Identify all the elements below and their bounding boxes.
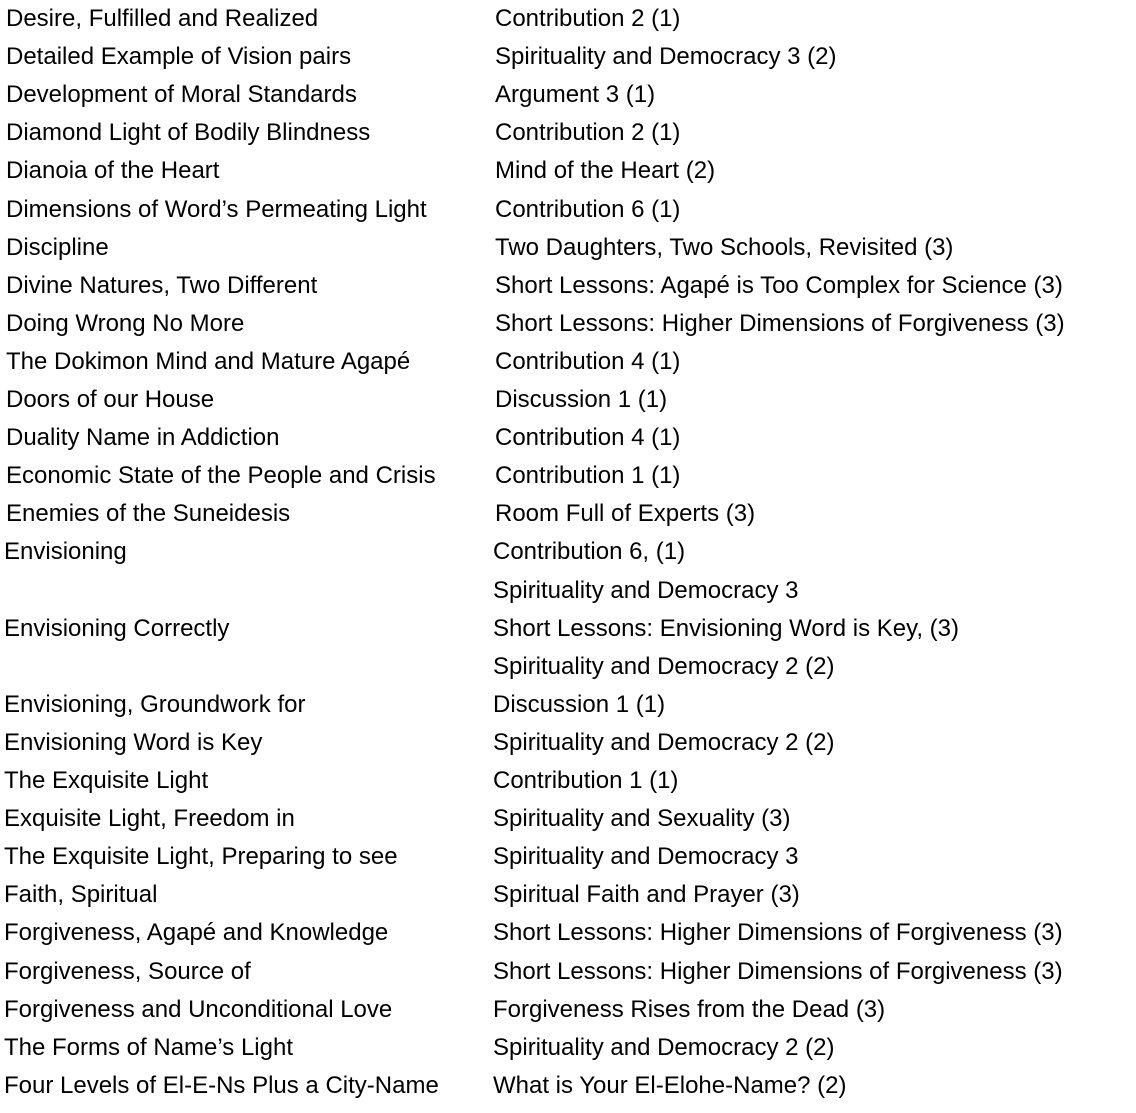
index-row — [0, 495, 1136, 533]
index-reference: Short Lessons: Higher Dimensions of Forgiveness (3) — [495, 309, 1065, 337]
index-topic: The Exquisite Light, Preparing to see — [4, 843, 398, 871]
index-reference: Contribution 2 (1) — [495, 5, 681, 32]
index-row — [0, 1029, 1136, 1067]
index-topic: Forgiveness, Source of — [4, 957, 251, 985]
index-row — [0, 38, 1136, 76]
index-topic: Doors of our House — [6, 386, 215, 413]
index-row — [0, 800, 1136, 838]
index-row — [0, 76, 1136, 114]
index-reference: Spiritual Faith and Prayer (3) — [493, 881, 800, 909]
index-reference: Contribution 4 (1) — [495, 347, 681, 375]
index-row — [0, 229, 1136, 267]
index-reference: Contribution 1 (1) — [495, 462, 681, 490]
index-row — [0, 572, 1136, 610]
index-row — [0, 724, 1136, 762]
index-topic: Development of Moral Standards — [6, 81, 357, 109]
index-row — [0, 1067, 1136, 1105]
index-reference: Contribution 2 (1) — [495, 119, 681, 147]
index-row — [0, 419, 1136, 457]
index-reference: Contribution 4 (1) — [495, 424, 681, 452]
index-topic: Discipline — [6, 233, 109, 261]
index-topic: Four Levels of El-E-Ns Plus a City-Name — [4, 1071, 439, 1099]
index-reference: Spirituality and Democracy 2 (2) — [493, 1033, 835, 1061]
index-reference: Contribution 6, (1) — [493, 538, 686, 566]
index-reference: Short Lessons: Higher Dimensions of Forgiveness (3) — [493, 919, 1063, 947]
index-reference: What is Your El-Elohe-Name? (2) — [493, 1071, 847, 1099]
index-topic: Dimensions of Word’s Permeating Light — [6, 195, 427, 223]
index-row — [0, 191, 1136, 229]
index-reference: Mind of the Heart (2) — [495, 157, 716, 185]
index-reference: Spirituality and Democracy 2 (2) — [493, 728, 835, 756]
index-row — [0, 914, 1136, 952]
index-reference: Room Full of Experts (3) — [495, 500, 756, 528]
index-reference: Spirituality and Democracy 2 (2) — [493, 652, 835, 680]
index-row — [0, 610, 1136, 648]
index-reference: Short Lessons: Agapé is Too Complex for Science (3) — [495, 271, 1063, 299]
index-row — [0, 305, 1136, 343]
index-row — [0, 152, 1136, 190]
index-reference: Discussion 1 (1) — [495, 386, 668, 413]
index-topic: Forgiveness, Agapé and Knowledge — [4, 919, 389, 947]
index-topic: The Dokimon Mind and Mature Agapé — [6, 347, 411, 375]
index-reference: Contribution 1 (1) — [493, 767, 679, 794]
index-reference: Spirituality and Democracy 3 — [493, 576, 799, 604]
index-topic: Detailed Example of Vision pairs — [6, 43, 352, 71]
index-row — [0, 991, 1136, 1029]
index-topic: The Forms of Name’s Light — [4, 1033, 293, 1061]
index-reference: Argument 3 (1) — [495, 81, 656, 109]
index-row — [0, 533, 1136, 571]
index-reference: Two Daughters, Two Schools, Revisited (3) — [495, 233, 954, 261]
index-row — [0, 762, 1136, 800]
index-row — [0, 457, 1136, 495]
index-row — [0, 267, 1136, 305]
index-topic: Forgiveness and Unconditional Love — [4, 995, 393, 1023]
index-topic: Doing Wrong No More — [6, 309, 245, 337]
index-topic: Dianoia of the Heart — [6, 157, 220, 185]
index-reference: Spirituality and Democracy 3 — [493, 843, 799, 871]
index-reference: Spirituality and Democracy 3 (2) — [495, 43, 837, 71]
index-topic: Duality Name in Addiction — [6, 424, 280, 452]
index-topic: Envisioning — [4, 538, 127, 566]
index-reference: Contribution 6 (1) — [495, 195, 681, 223]
index-topic: Envisioning Correctly — [4, 614, 230, 642]
index-topic: Envisioning Word is Key — [4, 728, 263, 756]
index-topic: Economic State of the People and Crisis — [6, 462, 436, 490]
index-topic: Enemies of the Suneidesis — [6, 500, 291, 528]
index-topic: Envisioning, Groundwork for — [4, 690, 306, 718]
index-row — [0, 686, 1136, 724]
index-row — [0, 953, 1136, 991]
index-row — [0, 114, 1136, 152]
index-topic: The Exquisite Light — [4, 767, 209, 794]
index-topic: Exquisite Light, Freedom in — [4, 805, 295, 833]
index-topic: Desire, Fulfilled and Realized — [6, 5, 319, 32]
index-topic: Diamond Light of Bodily Blindness — [6, 119, 371, 147]
index-row — [0, 343, 1136, 381]
index-row — [0, 0, 1136, 38]
index-reference: Forgiveness Rises from the Dead (3) — [493, 995, 886, 1023]
index-topic: Divine Natures, Two Different — [6, 271, 318, 299]
index-reference: Discussion 1 (1) — [493, 690, 666, 718]
index-reference: Short Lessons: Higher Dimensions of Forgiveness (3) — [493, 957, 1063, 985]
index-reference: Spirituality and Sexuality (3) — [493, 805, 791, 833]
index-row — [0, 381, 1136, 419]
index-row — [0, 838, 1136, 876]
index-row — [0, 876, 1136, 914]
index-row — [0, 648, 1136, 686]
index-topic: Faith, Spiritual — [4, 881, 158, 909]
index-reference: Short Lessons: Envisioning Word is Key, (3) — [493, 614, 959, 642]
